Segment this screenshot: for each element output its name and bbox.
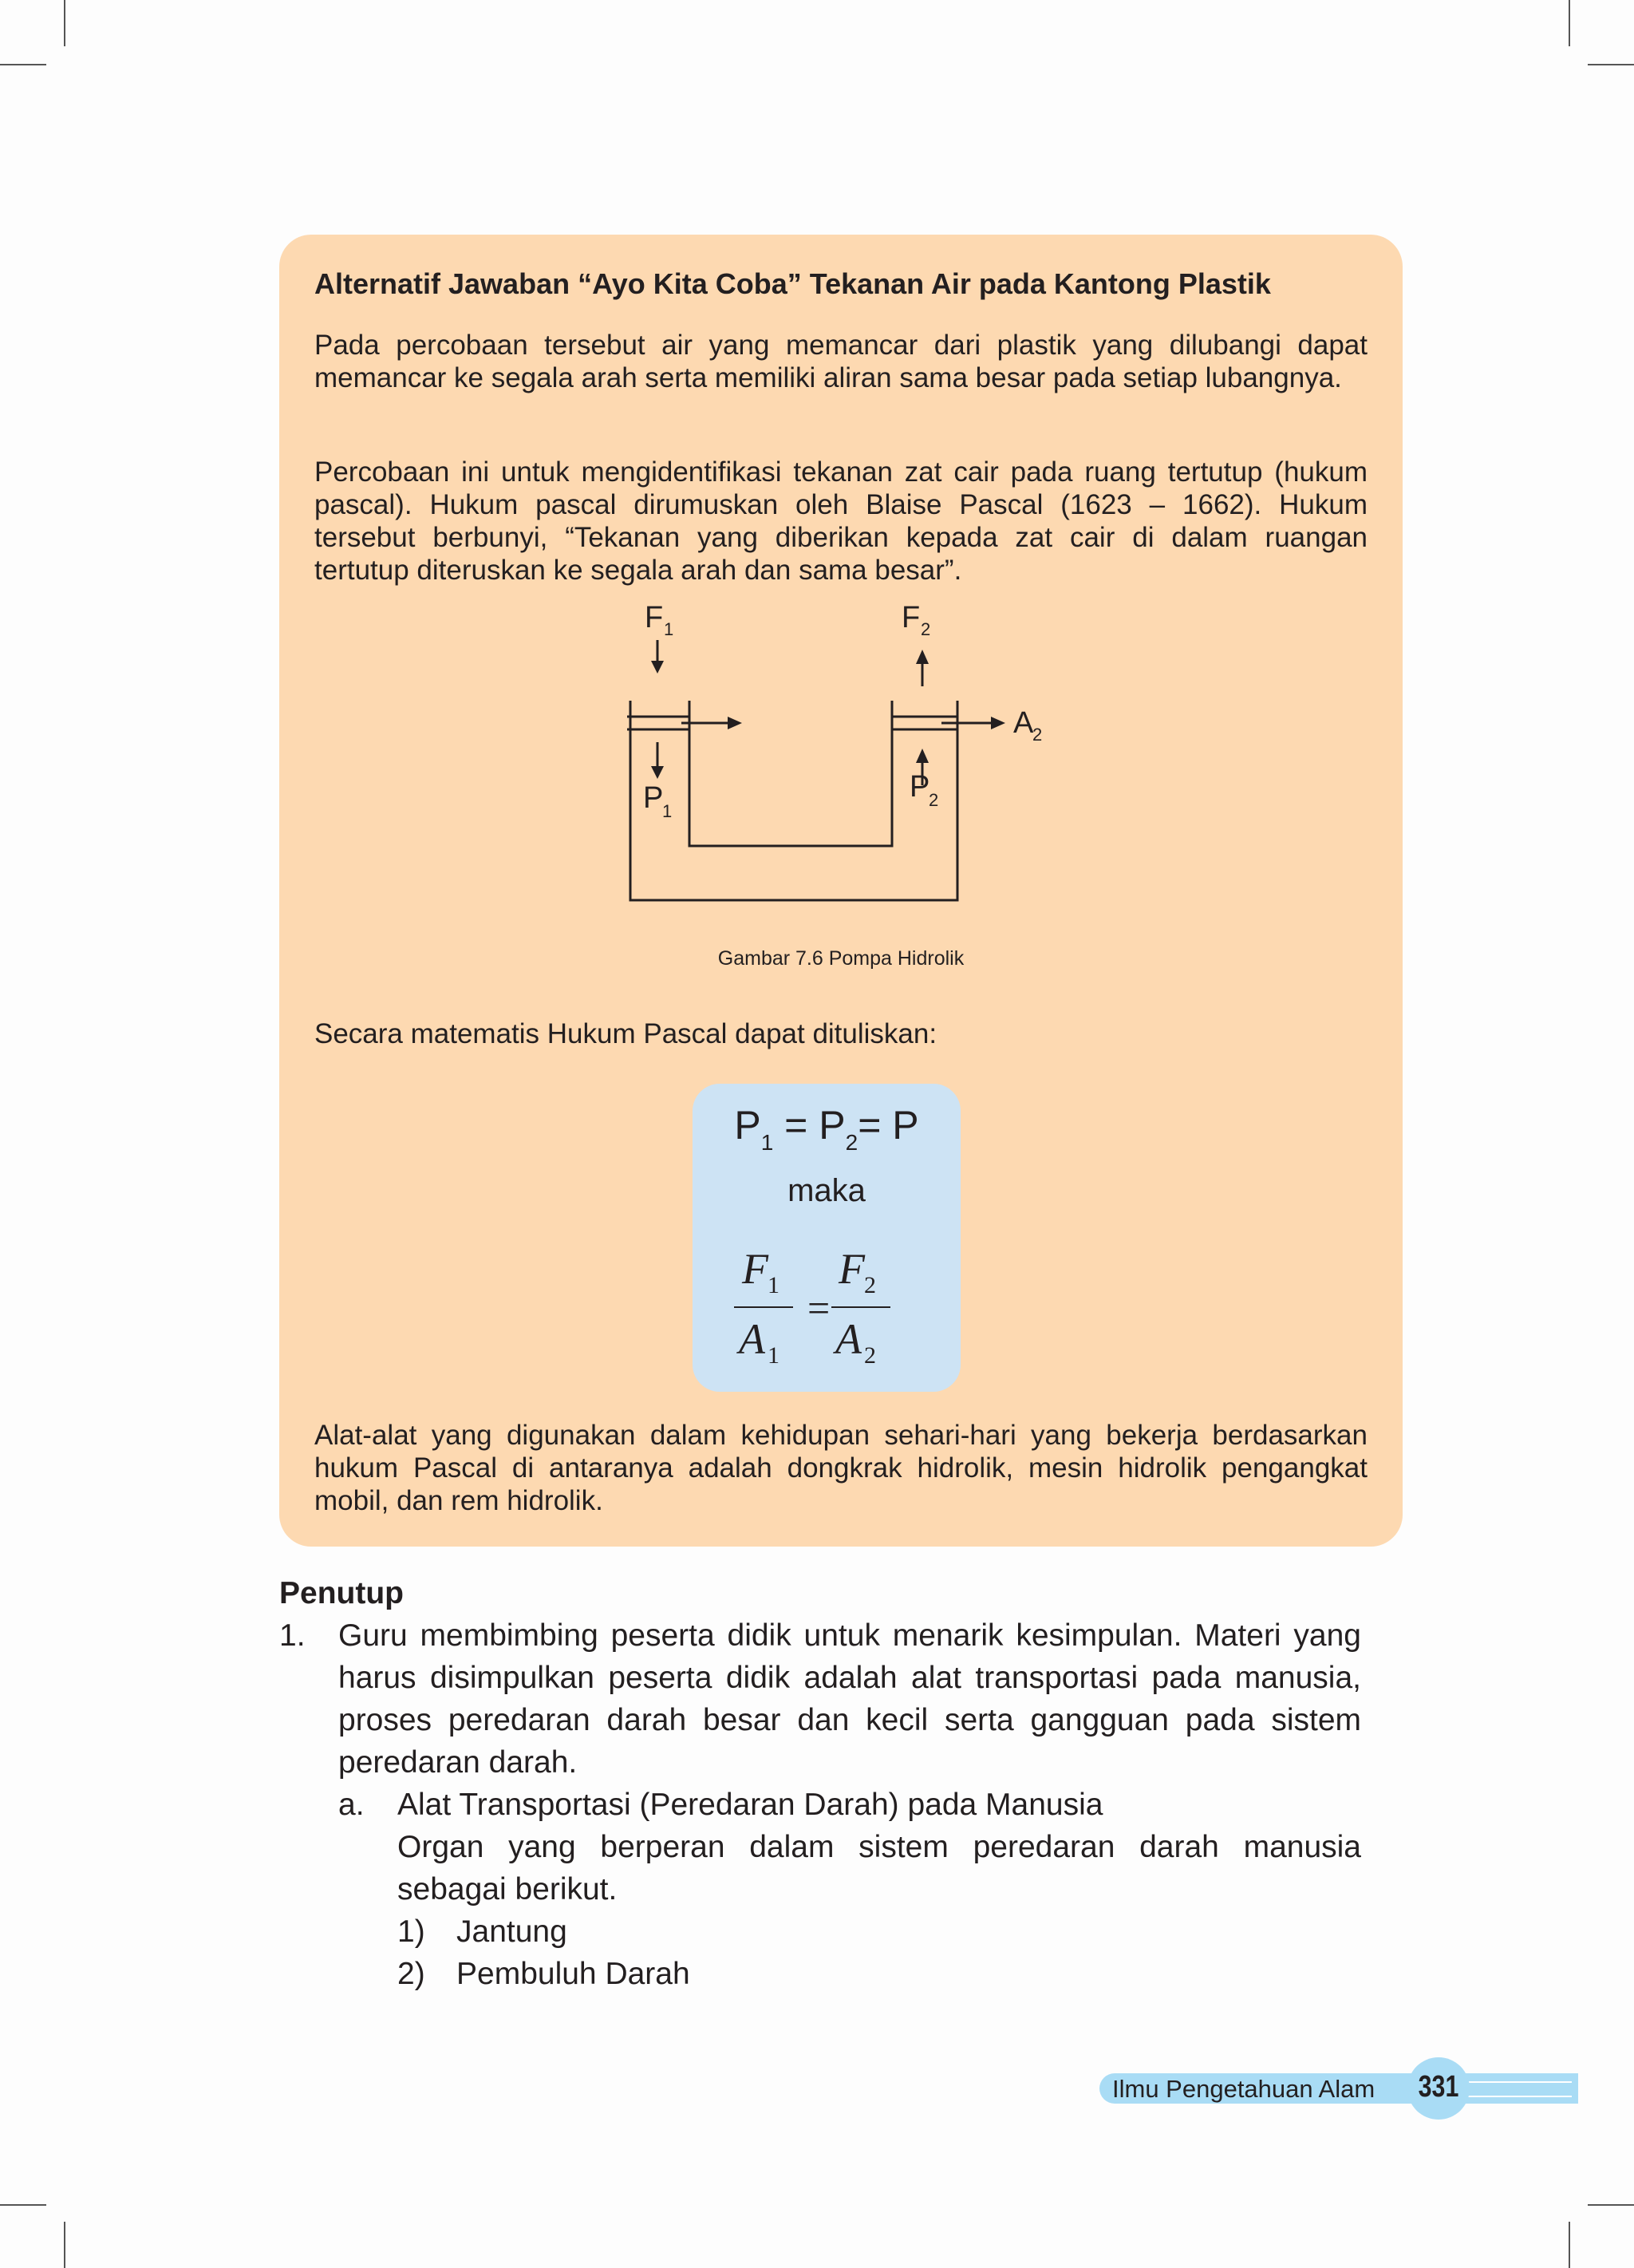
fraction2-numerator: F — [839, 1245, 865, 1293]
fraction-equals: = — [807, 1286, 831, 1330]
answer-box — [279, 235, 1403, 1547]
organ-item-2-text: Pembuluh Darah — [456, 1957, 690, 1991]
figure-caption: Gambar 7.6 Pompa Hidrolik — [717, 947, 965, 970]
label-a2: A — [1013, 706, 1034, 740]
closing-sub-a-letter: a. — [338, 1788, 365, 1822]
closing-sub-a-text: Organ yang berperan dalam sistem peredaran darah manusia sebagai berikut. — [397, 1830, 1361, 1906]
fraction2-numerator-sub: 2 — [864, 1272, 876, 1298]
closing-sub-a-title: Alat Transportasi (Peredaran Darah) pada Manusia — [397, 1788, 1103, 1822]
label-f2-sub: 2 — [921, 619, 931, 639]
organ-item-2 — [397, 1953, 1195, 1995]
closing-sub-a — [338, 1784, 1403, 1911]
crop-mark — [0, 64, 46, 65]
closing-item-1-text: Guru membimbing peserta didik untuk menarik kesimpulan. Materi yang harus disimpulkan peserta didik adalah alat transportasi pada manusia, proses peredaran darah besar dan kecil serta gangguan pada sistem peredaran darah. — [338, 1618, 1361, 1780]
crop-mark — [1569, 0, 1570, 46]
organ-item-1-number: 1) — [397, 1914, 425, 1949]
label-f1: F — [645, 601, 664, 634]
paragraph-pascal-law: Percobaan ini untuk mengidentifikasi tekanan zat cair pada ruang tertutup (hukum pascal). Hukum pascal dirumuskan oleh Blaise Pascal (1623 – 1662). Hukum tersebut berbunyi, “Tekanan yang diberikan kepada zat cair di dalam ruangan tertutup diteruskan ke segala arah dan sama besar”. — [314, 456, 1368, 586]
paragraph-math-intro: Secara matematis Hukum Pascal dapat dituliskan: — [314, 1018, 937, 1049]
crop-mark — [1588, 64, 1634, 65]
fraction1-denominator: A — [739, 1315, 765, 1363]
footer-decorative-lines — [1452, 2077, 1572, 2101]
label-p1-sub: 1 — [662, 801, 673, 821]
paragraph-applications: Alat-alat yang digunakan dalam kehidupan sehari-hari yang bekerja berdasarkan hukum Pascal di antaranya adalah dongkrak hidrolik, mesin hidrolik pengangkat mobil, dan rem hidrolik. — [314, 1420, 1368, 1516]
label-f2: F — [902, 601, 921, 634]
crop-mark — [64, 2222, 65, 2268]
crop-mark — [0, 2204, 46, 2206]
formula-box — [693, 1084, 961, 1392]
organ-item-1-text: Jantung — [456, 1914, 567, 1949]
fraction1-numerator: F — [742, 1245, 768, 1293]
closing-title: Penutup — [279, 1576, 404, 1610]
paragraph-experiment: Pada percobaan tersebut air yang memancar dari plastik yang dilubangi dapat memancar ke segala arah serta memiliki aliran sama besar pada setiap lubangnya. — [314, 330, 1368, 393]
fraction1-numerator-sub: 1 — [768, 1272, 780, 1298]
fraction2-denominator-sub: 2 — [864, 1342, 876, 1369]
formula-maka: maka — [787, 1173, 866, 1208]
closing-item-1 — [279, 1614, 1403, 1784]
fraction2-denominator: A — [835, 1315, 862, 1363]
box-title: Alternatif Jawaban “Ayo Kita Coba” Tekanan Air pada Kantong Plastik — [314, 267, 1271, 300]
page-number: 331 — [1418, 2070, 1459, 2104]
footer-book-title: Ilmu Pengetahuan Alam — [1112, 2075, 1375, 2103]
closing-item-1-number: 1. — [279, 1618, 306, 1653]
label-p1: P — [643, 781, 664, 815]
crop-mark — [1569, 2222, 1570, 2268]
label-a2-sub: 2 — [1032, 725, 1043, 745]
label-p2-sub: 2 — [929, 790, 939, 810]
hydraulic-pump-diagram — [622, 597, 1043, 916]
organ-item-1 — [397, 1910, 1195, 1953]
formula-force-area-ratio — [724, 1235, 932, 1371]
formula-pressure-equality: $P_1 = P_2= P$ — [734, 1103, 919, 1155]
crop-mark — [64, 0, 65, 46]
fraction1-denominator-sub: 1 — [768, 1342, 780, 1369]
label-p2: P — [910, 770, 930, 804]
crop-mark — [1588, 2204, 1634, 2206]
label-f1-sub: 1 — [664, 619, 674, 639]
organ-item-2-number: 2) — [397, 1957, 425, 1991]
